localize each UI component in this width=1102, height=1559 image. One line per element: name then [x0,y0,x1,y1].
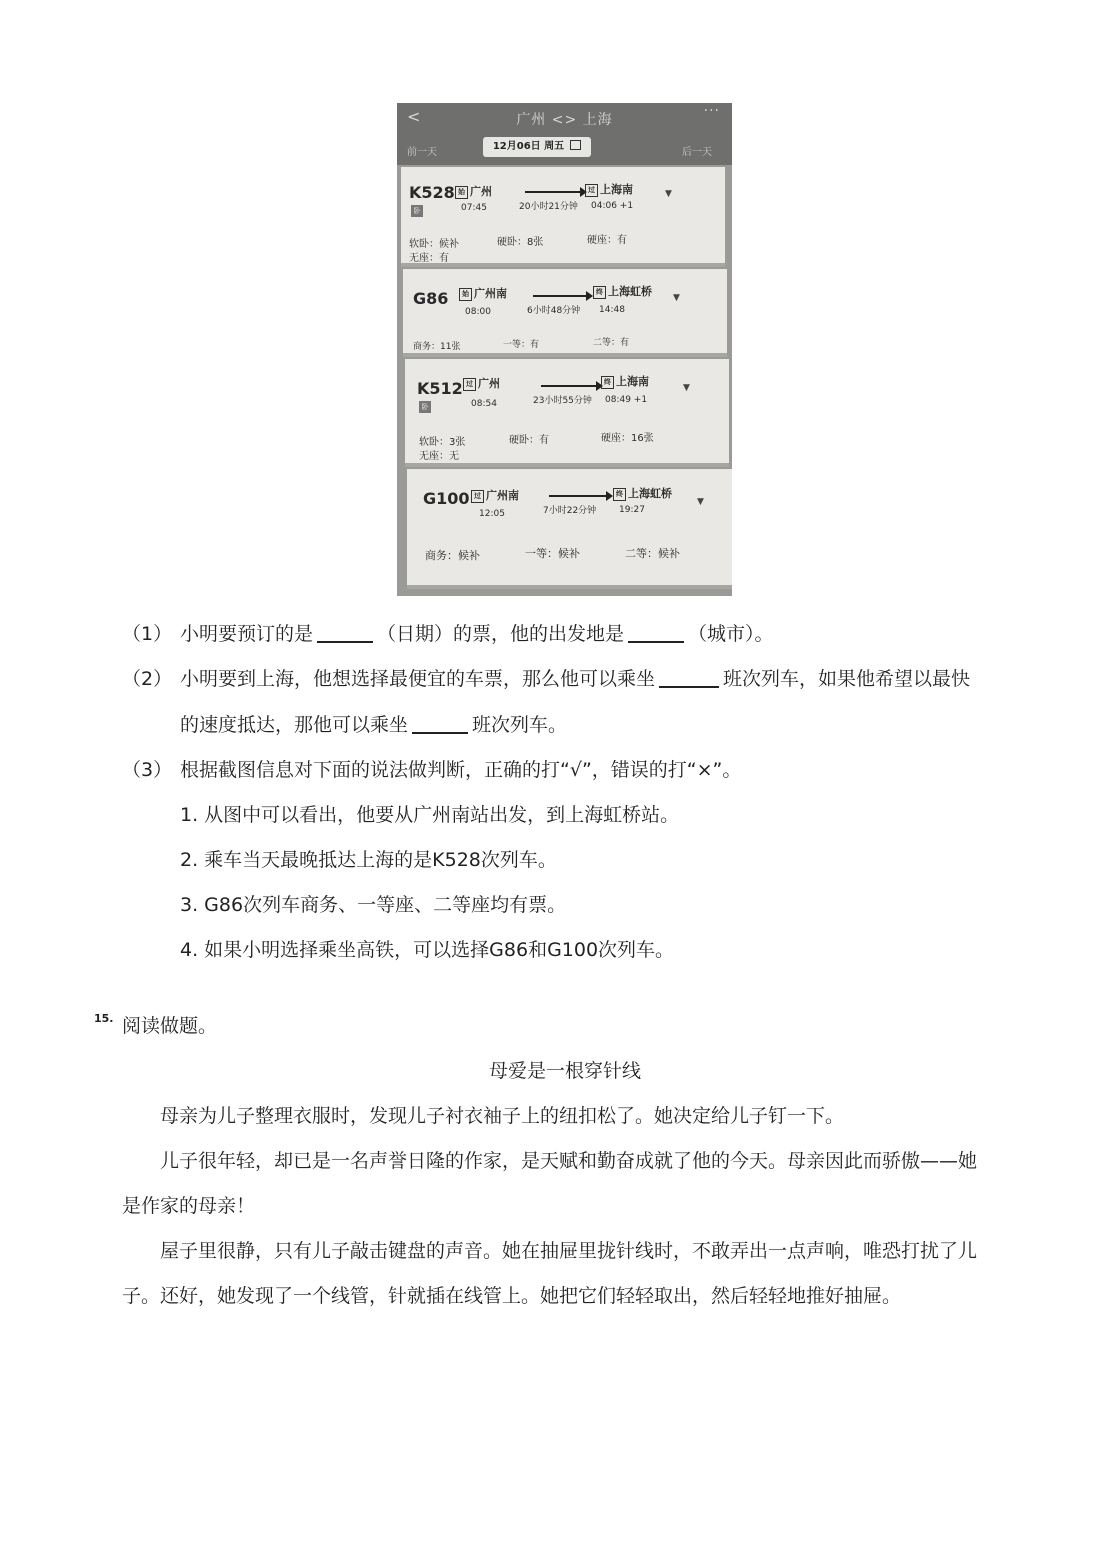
question-3-number: （3） [122,759,173,781]
answer-blank-fastest[interactable] [412,712,468,734]
to-station: 终 上海虹桥 [593,283,652,299]
seat-first-class: 一等：候补 [525,547,580,560]
train-number: G100 [423,489,470,508]
seat-first-class: 一等：有 [503,340,540,350]
back-chevron-icon[interactable]: < [407,107,421,126]
expand-caret-icon[interactable]: ▼ [673,293,680,303]
next-day-button[interactable]: 后一天 [682,147,712,158]
to-station: 终 上海虹桥 [613,485,672,501]
question-3-prompt: 根据截图信息对下面的说法做判断，正确的打“√”，错误的打“×”。 [180,759,742,781]
more-icon[interactable]: ··· [703,103,720,119]
answer-blank-date[interactable] [317,621,373,643]
calendar-icon [570,140,581,150]
arrive-time: 19:27 [619,505,645,515]
route-arrow-icon [549,495,607,497]
seat-standing: 无座：有 [409,253,449,264]
seat-hard-seat: 硬座：16张 [601,433,654,444]
origin-tag-icon: 过 [471,490,484,503]
dest-tag-icon: 终 [601,376,614,389]
train-badge-icon: 卧 [411,205,423,217]
seat-business: 商务：候补 [425,549,480,562]
origin-tag-icon: 始 [455,186,468,199]
seat-second-class: 二等：有 [593,338,630,348]
to-station: 过 上海南 [585,181,633,197]
seat-standing: 无座：无 [419,451,459,462]
expand-caret-icon[interactable]: ▼ [697,497,704,507]
depart-time: 12:05 [479,509,505,519]
origin-tag-icon: 过 [463,378,476,391]
route-title: 广州 <> 上海 [516,112,613,128]
from-station: 过 广州南 [471,487,519,503]
train-card-g86[interactable] [403,269,727,357]
prev-day-button[interactable]: 前一天 [407,147,437,158]
train-number: K512 [417,379,463,398]
question-2-number: （2） [122,668,173,690]
date-label: 12月06日 周五 [492,141,565,152]
from-station: 始 广州 [455,183,492,199]
passage-paragraph-2-line-1: 儿子很年轻，却已是一名声誉日隆的作家，是天赋和勤奋成就了他的今天。母亲因此而骄傲——她 [160,1150,978,1172]
depart-time: 08:00 [465,307,491,317]
answer-blank-cheapest[interactable] [659,666,719,688]
train-card-k528[interactable] [401,167,725,267]
seat-soft-sleeper: 软卧：候补 [409,239,459,250]
judgement-item-3: 3. G86次列车商务、一等座、二等座均有票。 [180,894,567,916]
from-station: 过 广州 [463,375,500,391]
dest-tag-icon: 终 [613,488,626,501]
train-card-k512[interactable] [405,359,729,467]
route-arrow-icon [541,385,597,387]
judgement-item-1: 1. 从图中可以看出，他要从广州南站出发，到上海虹桥站。 [180,804,680,826]
duration: 20小时21分钟 [519,202,578,212]
passage-paragraph-2-line-2: 是作家的母亲！ [122,1195,256,1217]
seat-soft-sleeper: 软卧：3张 [419,437,466,448]
question-1: 小明要预订的是 （日期）的票，他的出发地是 （城市）。 [180,623,774,645]
dest-tag-icon: 终 [593,286,606,299]
seat-business: 商务：11张 [413,342,461,352]
ticket-app-photo [397,103,732,596]
judgement-item-4: 4. 如果小明选择乘坐高铁，可以选择G86和G100次列车。 [180,939,675,961]
train-number: G86 [413,289,449,308]
passage-paragraph-1: 母亲为儿子整理衣服时，发现儿子衬衣袖子上的纽扣松了。她决定给儿子钉一下。 [160,1105,845,1127]
train-badge-icon: 卧 [419,401,431,413]
depart-time: 08:54 [471,399,497,409]
dest-tag-icon: 过 [585,184,598,197]
arrive-time: 04:06 +1 [591,201,634,211]
expand-caret-icon[interactable]: ▼ [665,189,672,199]
arrive-time: 08:49 +1 [605,395,648,405]
origin-tag-icon: 始 [459,288,472,301]
route-arrow-icon [533,295,587,297]
duration: 6小时48分钟 [527,306,581,316]
duration: 7小时22分钟 [543,506,597,516]
date-selector[interactable] [483,137,591,157]
to-station: 终 上海南 [601,373,649,389]
answer-blank-city[interactable] [628,621,684,643]
train-number: K528 [409,183,455,202]
route-arrow-icon [525,191,581,193]
question-15-number: 15. [94,1012,114,1025]
seat-hard-sleeper: 硬卧：有 [509,435,549,446]
seat-second-class: 二等：候补 [625,547,680,560]
reading-instruction: 阅读做题。 [122,1015,218,1037]
arrive-time: 14:48 [599,305,625,315]
passage-paragraph-3-line-2: 子。还好，她发现了一个线管，针就插在线管上。她把它们轻轻取出，然后轻轻地推好抽屉。 [122,1285,902,1307]
duration: 23小时55分钟 [533,396,592,406]
question-1-number: （1） [122,623,173,645]
from-station: 始 广州南 [459,285,507,301]
passage-title: 母爱是一根穿针线 [488,1060,641,1082]
train-card-g100[interactable] [407,469,732,589]
seat-hard-seat: 硬座：有 [587,235,627,246]
judgement-item-2: 2. 乘车当天最晚抵达上海的是K528次列车。 [180,849,557,871]
passage-paragraph-3-line-1: 屋子里很静，只有儿子敲击键盘的声音。她在抽屉里拢针线时，不敢弄出一点声响，唯恐打扰了儿 [160,1240,978,1262]
question-2-line-1: 小明要到上海，他想选择最便宜的车票，那么他可以乘坐 班次列车，如果他希望以最快 [180,668,971,690]
question-2-line-2: 的速度抵达，那他可以乘坐 班次列车。 [180,714,568,736]
app-header [397,103,732,165]
depart-time: 07:45 [461,203,487,213]
seat-hard-sleeper: 硬卧：8张 [497,237,544,248]
expand-caret-icon[interactable]: ▼ [683,383,690,393]
